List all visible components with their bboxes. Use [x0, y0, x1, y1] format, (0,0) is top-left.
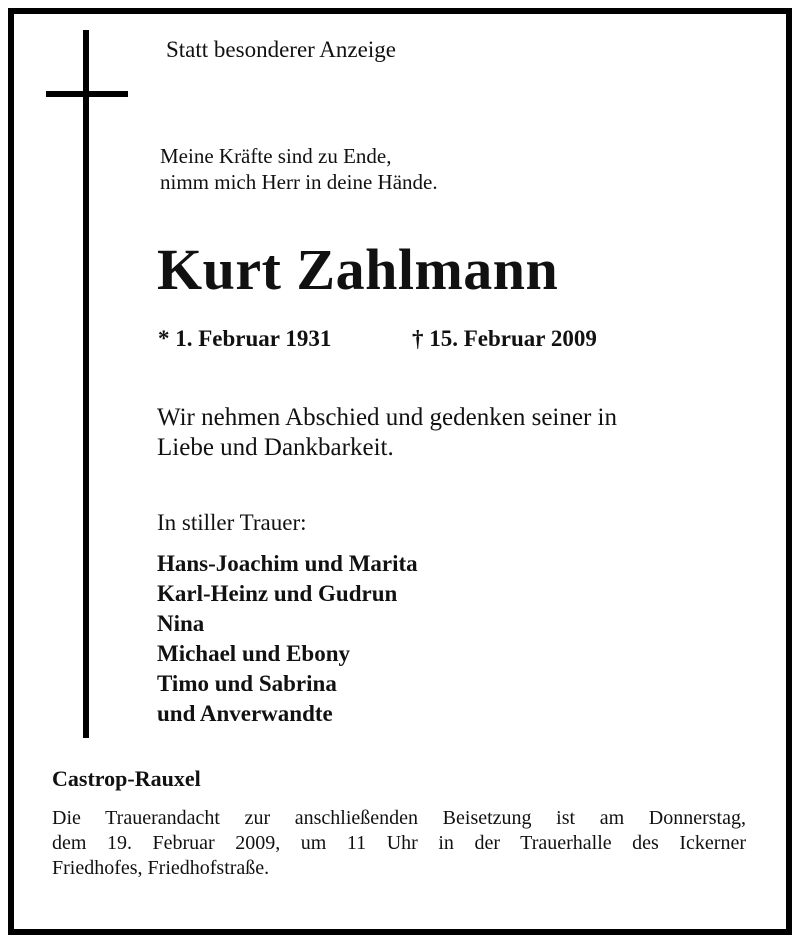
ceremony-details — [52, 806, 746, 881]
city-name: Castrop-Rauxel — [52, 766, 201, 791]
death-date: † 15. Februar 2009 — [412, 326, 597, 351]
mourner-name: und Anverwandte — [157, 701, 333, 726]
ceremony-line: dem 19. Februar 2009, um 11 Uhr in der Trauerhalle des Ickerner — [52, 832, 746, 854]
mourners-list — [157, 549, 418, 729]
mourner-name: Karl-Heinz und Gudrun — [157, 581, 398, 606]
ceremony-line: Friedhofes, Friedhofstraße. — [52, 857, 270, 879]
mourner-name: Timo und Sabrina — [157, 671, 337, 696]
mourner-name: Nina — [157, 611, 205, 636]
cross-icon-bar — [46, 91, 128, 97]
mourning-label: In stiller Trauer: — [157, 510, 307, 535]
birth-date: * 1. Februar 1931 — [158, 326, 332, 351]
notice-header: Statt besonderer Anzeige — [166, 37, 396, 62]
mourner-name: Michael und Ebony — [157, 641, 350, 666]
verse-line: Meine Kräfte sind zu Ende, — [160, 144, 392, 168]
farewell-line: Liebe und Dankbarkeit. — [157, 434, 394, 461]
verse — [160, 143, 438, 195]
ceremony-line: Die Trauerandacht zur anschließenden Beisetzung ist am Donnerstag, — [52, 807, 746, 829]
life-dates — [158, 325, 597, 353]
verse-line: nimm mich Herr in deine Hände. — [160, 170, 438, 194]
mourner-name: Hans-Joachim und Marita — [157, 551, 418, 576]
cross-icon — [83, 30, 89, 738]
farewell-line: Wir nehmen Abschied und gedenken seiner in — [157, 404, 617, 431]
farewell-text — [157, 403, 617, 463]
deceased-name: Kurt Zahlmann — [157, 237, 559, 302]
